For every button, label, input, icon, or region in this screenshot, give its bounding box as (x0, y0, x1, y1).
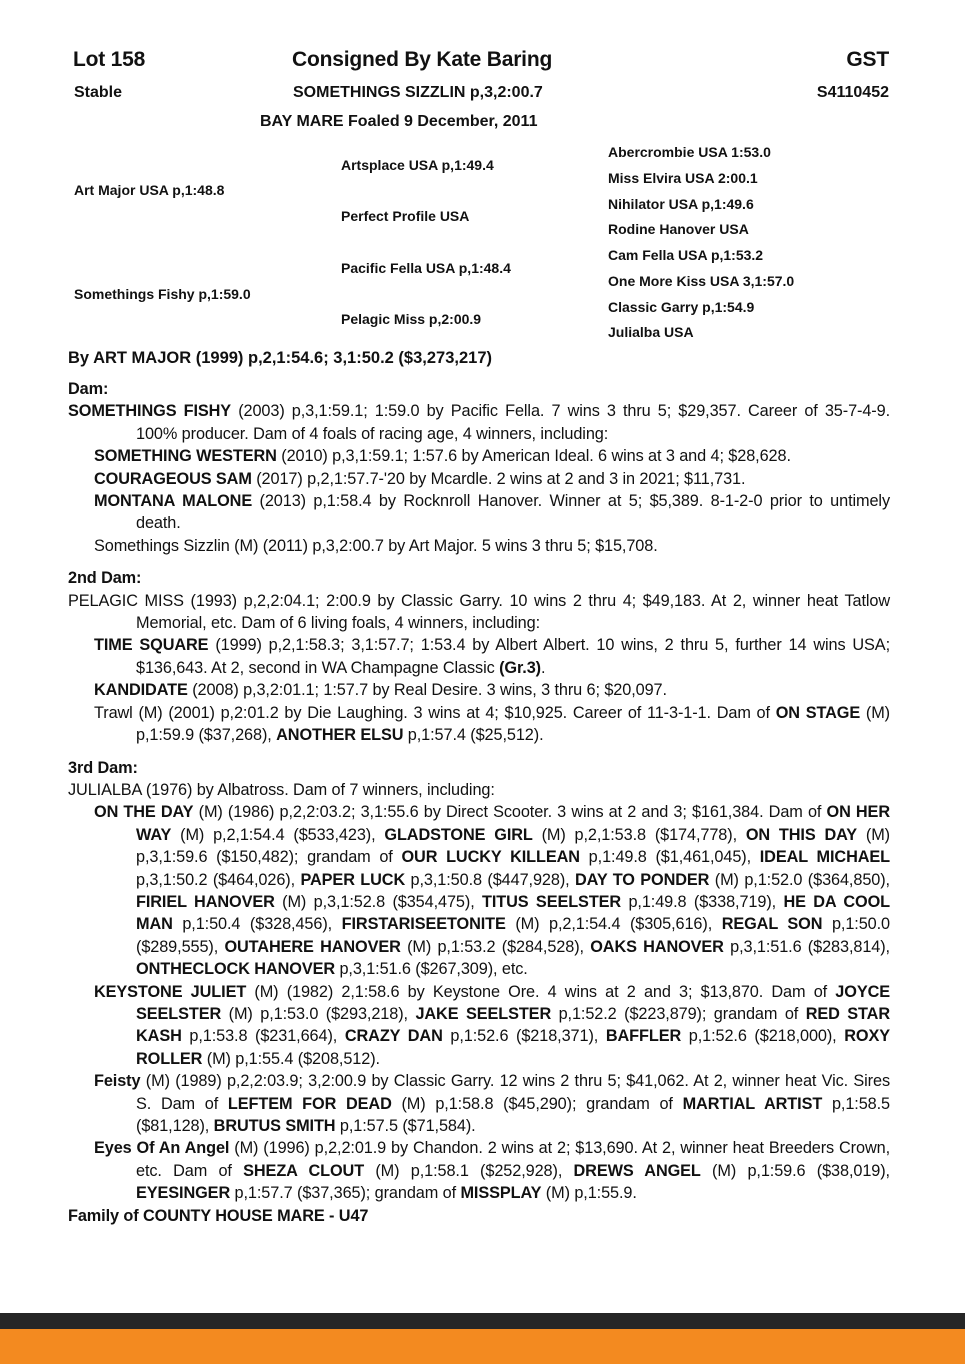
text-run: (M) (1996) p,2,2:01.9 by Chandon. 2 wins at 2; $13,690. At 2, winner heat Breeders Crown, etc. Dam of (136, 1139, 890, 1180)
horse-name-bold: FIRSTARISEETONITE (341, 915, 506, 934)
text-run: (M) p,2,1:54.4 ($533,423), (171, 825, 385, 844)
horse-name-bold: LEFTEM FOR DEAD (227, 1094, 392, 1113)
pedigree-gen3: Cam Fella USA p,1:53.2 (608, 247, 764, 263)
text-run: p,1:52.6 ($218,371), (442, 1027, 606, 1046)
text-run: (2010) p,3,1:59.1; 1:57.6 by American Ideal. 6 wins at 3 and 4; $28,628. (276, 447, 791, 466)
horse-name-bold: DAY TO PONDER (575, 870, 710, 889)
text-run: Somethings Sizzlin (M) (2011) p,3,2:00.7 by Art Major. 5 wins 3 thru 5; $15,708. (94, 536, 658, 555)
progeny-entry (94, 1137, 890, 1204)
horse-name-bold: SOMETHINGS FISHY (68, 402, 232, 421)
horse-name-bold: DREWS ANGEL (573, 1161, 701, 1180)
progeny-entry (94, 535, 890, 557)
horse-name-bold: OUR LUCKY KILLEAN (401, 848, 580, 867)
second-dam-progeny-list (68, 634, 890, 746)
text-run: (2008) p,3,2:01.1; 1:57.7 by Real Desire. 3 wins, 3 thru 6; $20,097. (187, 681, 667, 700)
text-run: (M) (1986) p,2,2:03.2; 3,1:55.6 by Direct Scooter. 3 wins at 2 and 3; $161,384. Dam of (193, 803, 827, 822)
text-run: (M) p,3,1:52.8 ($354,475), (274, 892, 483, 911)
horse-name-bold: KANDIDATE (94, 681, 188, 700)
text-run: p,1:58.5 ($81,128), (136, 1094, 890, 1135)
horse-name-bold: PAPER LUCK (300, 870, 406, 889)
horse-name-bold: ONTHECLOCK HANOVER (136, 960, 336, 979)
horse-name-bold: REGAL SON (721, 915, 823, 934)
text-run: Trawl (M) (2001) p,2:01.2 by Die Laughing. 3 wins at 4; $10,925. Career of 11-3-1-1. Dam of (94, 703, 776, 722)
third-dam-progeny-list (68, 801, 890, 1204)
text-run: p,1:50.4 ($328,456), (172, 915, 342, 934)
horse-name-bold: COURAGEOUS SAM (94, 469, 252, 488)
horse-name-bold: OAKS HANOVER (590, 937, 724, 956)
horse-name-bold: TITUS SEELSTER (482, 892, 622, 911)
progeny-entry (94, 679, 890, 701)
horse-name-bold: BRUTUS SMITH (213, 1117, 336, 1135)
catalogue-body (68, 378, 890, 1227)
text-run: p,3,1:50.2 ($464,026), (136, 870, 301, 889)
pedigree-gen3: Miss Elvira USA 2:00.1 (608, 170, 758, 186)
text-run: PELAGIC MISS (1993) p,2,2:04.1; 2:00.9 by Classic Garry. 10 wins 2 thru 4; $49,183. At 2, winner heat Tatlow Memorial, etc. Dam of 6 living foals, 4 winners, including: (68, 591, 890, 633)
progeny-entry (94, 981, 890, 1071)
text-run: p,1:52.2 ($223,879); grandam of (551, 1004, 806, 1023)
footer-dark-bar (0, 1313, 965, 1329)
text-run: p,1:49.8 ($1,461,045), (579, 848, 760, 867)
horse-name: SOMETHINGS SIZZLIN p,3,2:00.7 (293, 84, 543, 101)
pedigree-gen2: Perfect Profile USA (341, 208, 470, 224)
text-run: . (541, 658, 546, 677)
third-dam-intro (68, 779, 890, 801)
pedigree-sire: Art Major USA p,1:48.8 (74, 182, 225, 198)
text-run: (2013) p,1:58.4 by Rocknroll Hanover. Winner at 5; $5,389. 8-1-2-0 prior to untimely death. (136, 492, 890, 533)
horse-name-bold: Feisty (94, 1072, 141, 1091)
text-run: p,1:49.8 ($338,719), (621, 892, 784, 911)
horse-name-bold: BAFFLER (605, 1027, 682, 1046)
text-run: (M) p,1:55.9. (541, 1184, 637, 1203)
pedigree-gen3: One More Kiss USA 3,1:57.0 (608, 273, 795, 289)
horse-name-bold: JOYCE SEELSTER (136, 982, 890, 1023)
pedigree-gen3: Abercrombie USA 1:53.0 (608, 144, 771, 160)
text-run: p,1:50.0 ($289,555), (136, 915, 890, 956)
pedigree-gen2: Pelagic Miss p,2:00.9 (341, 311, 482, 327)
text-run: (M) (1982) 2,1:58.6 by Keystone Ore. 4 wins at 2 and 3; $13,870. Dam of (246, 982, 836, 1001)
dam-intro (68, 400, 890, 445)
progeny-entry (94, 1070, 890, 1137)
text-run: p,3,1:50.8 ($447,928), (405, 870, 576, 889)
horse-name-bold: CRAZY DAN (344, 1027, 443, 1046)
text-run: (1999) p,2,1:58.3; 3,1:57.7; 1:53.4 by Albert Albert. 10 wins, 2 thru 5, further 14 wins USA; $136,643. At 2, second in WA Champagne Classic (136, 636, 890, 677)
second-dam-heading: 2nd Dam: (68, 569, 142, 588)
text-run: (2003) p,3,1:59.1; 1:59.0 by Pacific Fella. 7 wins 3 thru 5; $29,357. Career of 35-7-4-9. 100% producer. Dam of 4 foals of racing age, 4 winners, including: (136, 402, 891, 443)
text-run: (M) p,1:58.8 ($45,290); grandam of (391, 1094, 683, 1113)
horse-name-bold: MISSPLAY (460, 1184, 542, 1203)
pedigree-gen3: Classic Garry p,1:54.9 (608, 299, 755, 315)
text-run: (M) p,1:55.4 ($208,512). (202, 1049, 380, 1068)
horse-name-bold: EYESINGER (136, 1184, 231, 1203)
text-run: (M) p,1:53.2 ($284,528), (400, 937, 591, 956)
horse-name-bold: MONTANA MALONE (94, 492, 253, 511)
text-run: p,1:53.8 ($231,664), (181, 1027, 345, 1046)
horse-name-bold: KEYSTONE JULIET (94, 982, 247, 1001)
horse-name-bold: ON THIS DAY (745, 825, 858, 844)
text-run: p,3,1:51.6 ($267,309), etc. (335, 960, 528, 979)
horse-name-bold: (Gr.3) (499, 658, 541, 677)
progeny-entry (94, 801, 890, 980)
text-run: p,1:57.5 ($71,584). (335, 1117, 476, 1135)
text-run: (M) p,1:59.6 ($38,019), (700, 1161, 890, 1180)
horse-name-bold: ON STAGE (775, 703, 861, 722)
horse-name-bold: ANOTHER ELSU (276, 726, 404, 745)
progeny-entry (94, 468, 890, 490)
text-run: JULIALBA (1976) by Albatross. Dam of 7 winners, including: (68, 780, 495, 799)
dam-heading: Dam: (68, 380, 109, 398)
sire-line: By ART MAJOR (1999) p,2,1:54.6; 3,1:50.2 ($3,273,217) (68, 349, 492, 367)
text-run: p,1:52.6 ($218,000), (681, 1027, 845, 1046)
text-run: (M) p,1:58.1 ($252,928), (364, 1161, 574, 1180)
horse-name-bold: SOMETHING WESTERN (94, 447, 277, 466)
text-run: (M) p,2,1:54.4 ($305,616), (505, 915, 722, 934)
horse-name-bold: JAKE SEELSTER (415, 1004, 552, 1023)
horse-name-bold: RED STAR KASH (136, 1004, 890, 1046)
consignor: Consigned By Kate Baring (292, 48, 553, 71)
dam-progeny-list (68, 445, 890, 557)
horse-name-bold: SHEZA CLOUT (243, 1161, 365, 1180)
text-run: (M) (1989) p,2,2:03.9; 3,2:00.9 by Classic Garry. 12 wins 2 thru 5; $41,062. At 2, winner heat Vic. Sires S. Dam of (136, 1072, 890, 1113)
text-run: p,3,1:51.6 ($283,814), (723, 937, 890, 956)
horse-name-bold: IDEAL MICHAEL (759, 848, 890, 867)
horse-id: S4110452 (816, 84, 889, 101)
location: Stable (74, 84, 123, 101)
horse-name-bold: FIRIEL HANOVER (136, 892, 275, 911)
pedigree-gen3: Julialba USA (608, 324, 694, 340)
family-line: Family of COUNTY HOUSE MARE - U47 (68, 1206, 369, 1225)
horse-name-bold: Eyes Of An Angel (94, 1139, 230, 1158)
pedigree-gen2: Pacific Fella USA p,1:48.4 (341, 260, 511, 276)
text-run: (M) p,3,1:59.6 ($150,482); grandam of (136, 825, 890, 867)
horse-name-bold: TIME SQUARE (94, 636, 209, 655)
horse-name-bold: ON THE DAY (94, 803, 194, 822)
progeny-entry (94, 445, 890, 467)
horse-name-bold: OUTAHERE HANOVER (224, 937, 401, 956)
footer-orange-bar (0, 1329, 965, 1364)
progeny-entry (94, 702, 890, 747)
text-run: (2017) p,2,1:57.7-'20 by Mcardle. 2 wins at 2 and 3 in 2021; $11,731. (251, 469, 746, 488)
lot-number: Lot 158 (73, 48, 146, 71)
pedigree-gen2: Artsplace USA p,1:49.4 (341, 157, 494, 173)
text-run: p,1:57.7 ($37,365); grandam of (230, 1184, 461, 1203)
pedigree-gen3: Nihilator USA p,1:49.6 (608, 196, 754, 212)
horse-name-bold: HE DA COOL MAN (136, 892, 890, 934)
text-run: (M) p,1:53.0 ($293,218), (221, 1004, 416, 1023)
horse-name-bold: MARTIAL ARTIST (682, 1094, 823, 1113)
progeny-entry (94, 490, 890, 535)
horse-name-bold: ON HER WAY (136, 803, 890, 844)
horse-name-bold: GLADSTONE GIRL (384, 825, 533, 844)
horse-name-bold: ROXY ROLLER (136, 1027, 890, 1068)
gst-label: GST (846, 48, 889, 71)
progeny-entry (94, 634, 890, 679)
text-run: p,1:57.4 ($25,512). (403, 726, 544, 745)
text-run: (M) p,2,1:53.8 ($174,778), (532, 825, 746, 844)
horse-description: BAY MARE Foaled 9 December, 2011 (260, 113, 538, 130)
third-dam-heading: 3rd Dam: (68, 758, 138, 777)
text-run: (M) p,1:52.0 ($364,850), (709, 870, 890, 889)
text-run: (M) p,1:59.9 ($37,268), (136, 703, 890, 745)
pedigree-gen3: Rodine Hanover USA (608, 221, 749, 237)
second-dam-intro (68, 590, 890, 635)
pedigree-dam: Somethings Fishy p,1:59.0 (74, 286, 251, 302)
